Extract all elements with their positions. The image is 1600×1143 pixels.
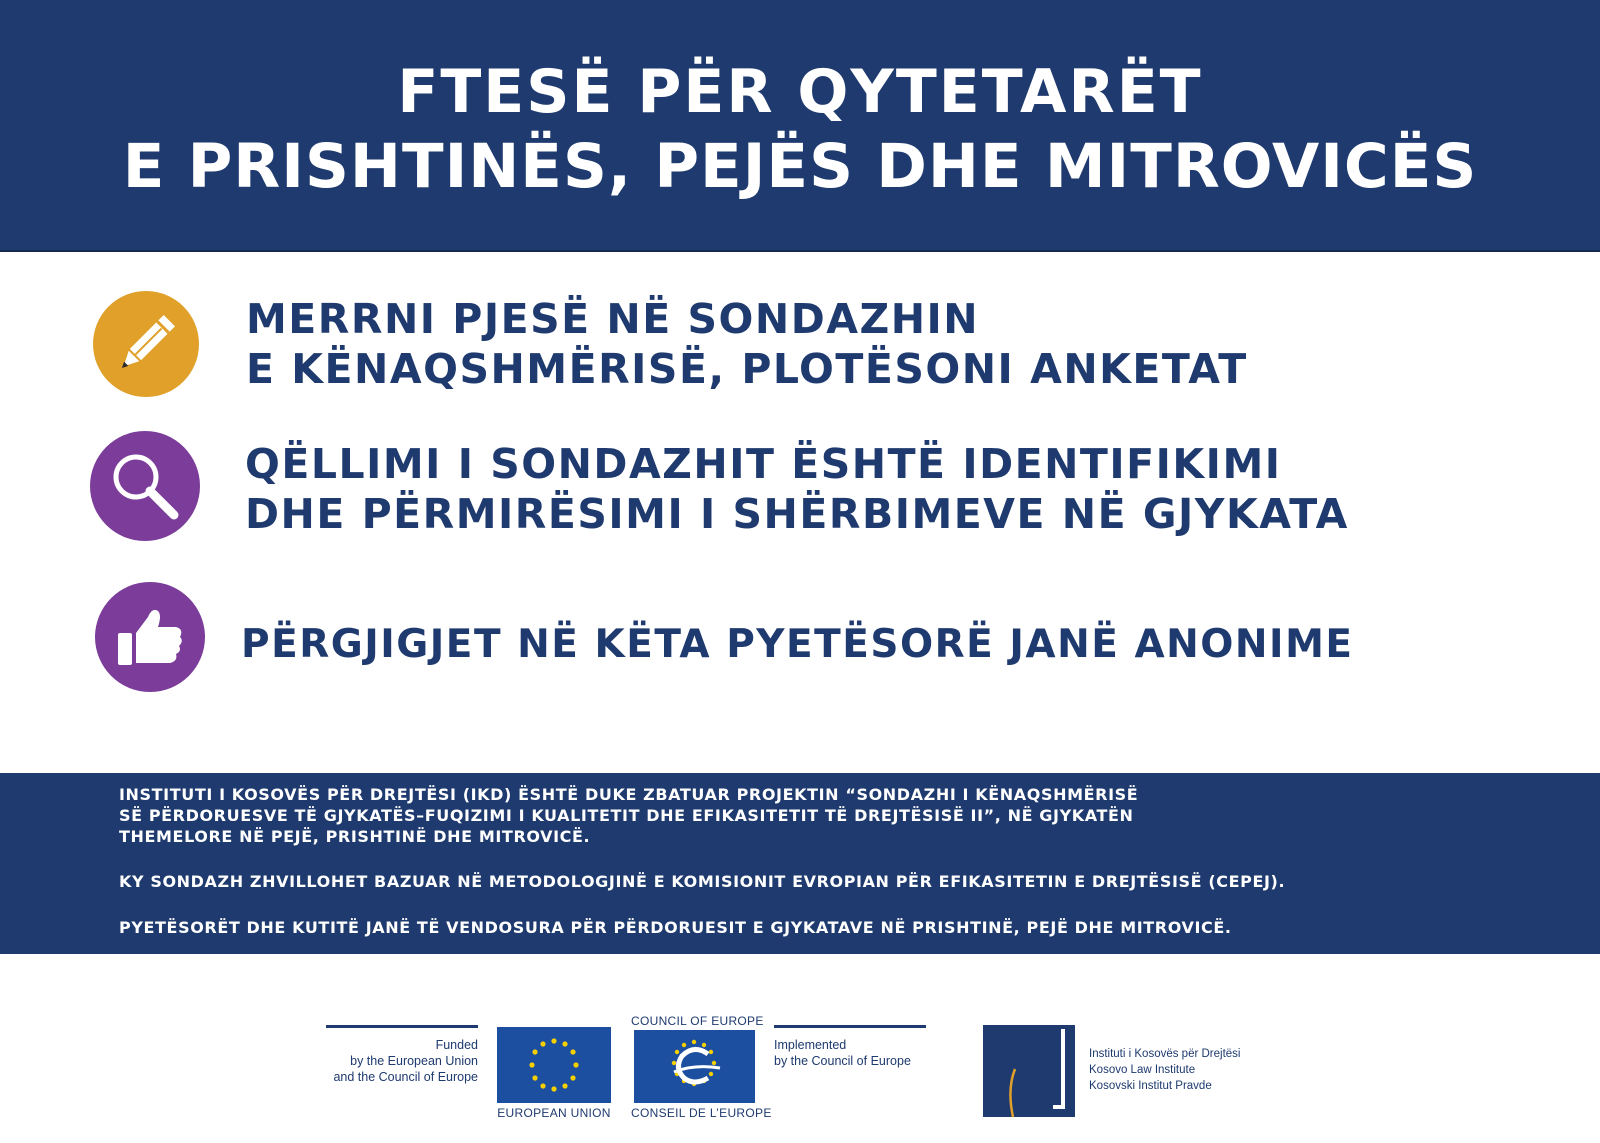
- ikd-line-2: Kosovo Law Institute: [1089, 1064, 1196, 1076]
- coe-caption-bottom: CONSEIL DE L’EUROPE: [631, 1106, 772, 1120]
- info-banner: [0, 773, 1600, 954]
- feature-survey-line-1: MERRNI PJESË NË SONDAZHIN: [246, 295, 980, 343]
- info-p1-line-1: INSTITUTI I KOSOVËS PËR DREJTËSI (IKD) ËSHTË DUKE ZBATUAR PROJEKTIN “SONDAZHI I KËNAQSHMËRISË: [119, 785, 1139, 804]
- info-paragraph-2: KY SONDAZH ZHVILLOHET BAZUAR NË METODOLOGJINË E KOMISIONIT EVROPIAN PËR EFIKASITETIN E DREJTËSISË (CEPEJ).: [119, 872, 1286, 891]
- info-p1-line-3: THEMELORE NË PEJË, PRISHTINË DHE MITROVICË.: [119, 827, 591, 846]
- ikd-logo: [983, 1025, 1075, 1117]
- ikd-line-3: Kosovski Institut Pravde: [1089, 1080, 1212, 1092]
- feature-survey-text: [246, 294, 1248, 394]
- info-paragraph-1: [119, 784, 1138, 847]
- feature-anonymous-text: [241, 620, 1354, 670]
- page-title-line-1: FTESË PËR QYTETARËT: [397, 57, 1203, 127]
- ikd-line-1: Instituti i Kosovës për Drejtësi: [1089, 1048, 1241, 1060]
- info-p1-line-2: SË PËRDORUESVE TË GJYKATËS–FUQIZIMI I KUALITETIT DHE EFIKASITETIT TË DREJTËSISË II”, NË GJYKATËN: [119, 806, 1134, 825]
- feature-survey-line-2: E KËNAQSHMËRISË, PLOTËSONI ANKETAT: [246, 345, 1248, 393]
- feature-purpose-line-2: DHE PËRMIRËSIMI I SHËRBIMEVE NË GJYKATA: [245, 490, 1349, 538]
- header-banner: [0, 0, 1600, 252]
- info-paragraph-3: PYETËSORËT DHE KUTITË JANË TË VENDOSURA PËR PËRDORUESIT E GJYKATAVE NË PRISHTINË, PEJË DHE MITROVICË.: [119, 918, 1232, 937]
- funded-line-2: by the European Union: [350, 1054, 478, 1068]
- feature-purpose-line-1: QËLLIMI I SONDAZHIT ËSHTË IDENTIFIKIMI: [245, 440, 1282, 488]
- funded-rule: [326, 1025, 478, 1028]
- funded-line-3: and the Council of Europe: [333, 1070, 478, 1084]
- funded-line-1: Funded: [435, 1038, 478, 1052]
- feature-anonymous-line-1: PËRGJIGJET NË KËTA PYETËSORË JANË ANONIME: [241, 622, 1354, 667]
- thumbs-up-icon: [95, 582, 205, 692]
- implemented-line-2: by the Council of Europe: [774, 1054, 911, 1068]
- ikd-text: [1089, 1046, 1240, 1094]
- funded-text: [326, 1037, 478, 1085]
- coe-caption-top: COUNCIL OF EUROPE: [631, 1014, 764, 1028]
- feature-purpose-text: [245, 439, 1349, 539]
- eu-caption: EUROPEAN UNION: [497, 1106, 611, 1120]
- eu-flag-logo: [497, 1027, 611, 1103]
- implemented-line-1: Implemented: [774, 1038, 847, 1052]
- pencil-icon: [93, 291, 199, 397]
- implemented-text: [774, 1037, 911, 1069]
- magnifier-icon: [90, 431, 200, 541]
- implemented-rule: [774, 1025, 926, 1028]
- coe-flag-logo: [634, 1030, 755, 1103]
- page-title-line-2: E PRISHTINËS, PEJËS DHE MITROVICËS: [122, 131, 1478, 202]
